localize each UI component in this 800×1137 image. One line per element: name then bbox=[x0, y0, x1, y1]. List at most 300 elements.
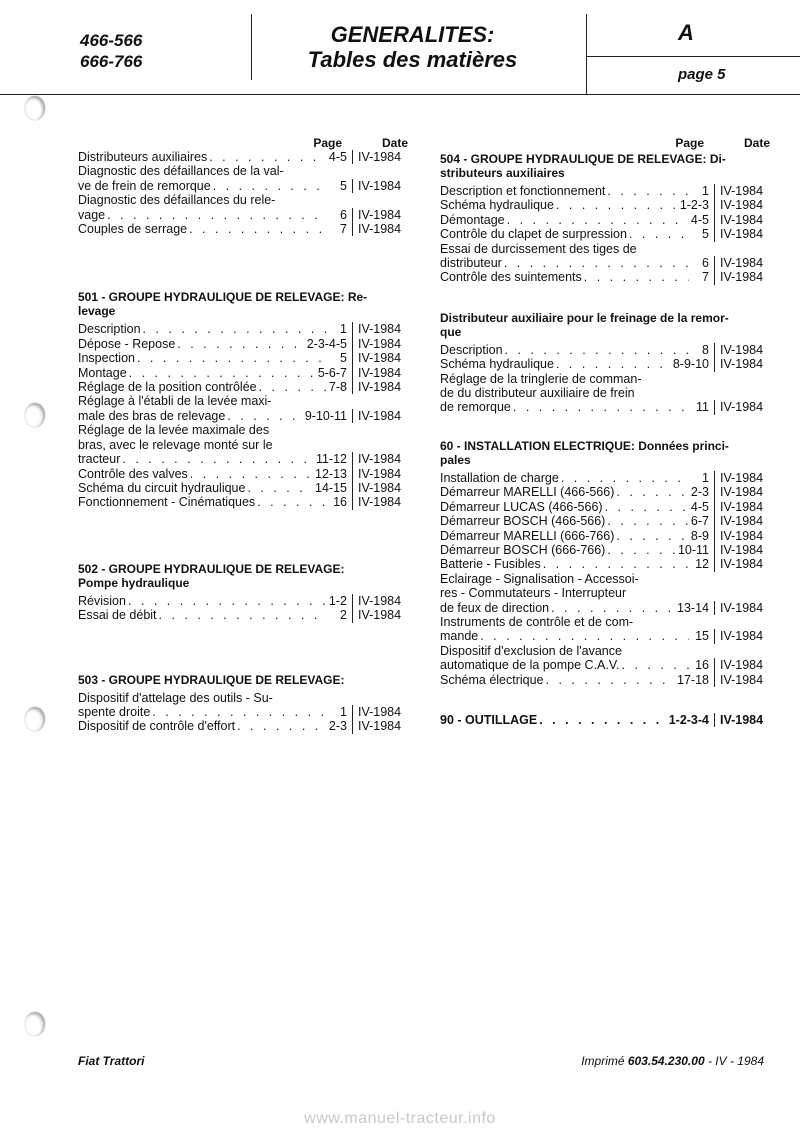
toc-entry-date: IV-1984 bbox=[358, 322, 402, 337]
model-line-1: 466-566 bbox=[80, 31, 143, 50]
toc-entry-line bbox=[440, 256, 689, 270]
toc-entry-page: 6-7 bbox=[691, 514, 715, 528]
section-letter: A bbox=[678, 20, 694, 45]
toc-entry-label bbox=[440, 644, 689, 673]
toc-entry bbox=[440, 557, 770, 571]
toc-entry-line bbox=[440, 198, 678, 212]
toc-entry-page: 12 bbox=[691, 557, 715, 571]
footer-print-code: 603.54.230.00 bbox=[627, 1054, 705, 1068]
toc-entry-date: IV-1984 bbox=[720, 672, 764, 687]
toc-entry-date: IV-1984 bbox=[358, 466, 402, 481]
section-heading bbox=[78, 562, 408, 590]
watermark: www.manuel-tracteur.info bbox=[304, 1110, 496, 1127]
toc-entry-date: IV-1984 bbox=[358, 365, 402, 380]
toc-entry bbox=[440, 372, 770, 415]
toc-entry-label bbox=[78, 394, 303, 423]
toc-entry-line bbox=[78, 150, 327, 164]
section-heading-line: Distributeur auxiliaire pour le freinage de la remor- bbox=[440, 310, 729, 325]
toc-entry-page: 5 bbox=[329, 179, 353, 193]
toc-entry-label bbox=[440, 543, 676, 557]
toc-entry-date: IV-1984 bbox=[358, 207, 402, 222]
section-heading bbox=[440, 439, 770, 467]
toc-entry bbox=[78, 608, 408, 622]
toc-entry-text: Schéma hydraulique bbox=[440, 357, 554, 372]
toc-entry-date: IV-1984 bbox=[358, 380, 402, 395]
header-vertical-rule-right bbox=[586, 14, 587, 94]
toc-entry-line bbox=[440, 543, 676, 557]
column-header-page: Page bbox=[675, 136, 704, 150]
toc-entry-text: Essai de débit bbox=[78, 608, 157, 623]
toc-entry-label bbox=[440, 500, 689, 514]
toc-entry-date: IV-1984 bbox=[358, 719, 402, 734]
toc-entry-line bbox=[440, 529, 689, 543]
toc-entry-line: Réglage de la tringlerie de comman- bbox=[440, 371, 642, 386]
toc-entry-text: Démarreur MARELLI (466-566) bbox=[440, 485, 615, 500]
toc-entry-page: 16 bbox=[691, 658, 715, 672]
toc-entry-page: 11-12 bbox=[316, 452, 353, 466]
toc-entry bbox=[78, 150, 408, 164]
toc-entry bbox=[78, 322, 408, 336]
toc-entry-date: IV-1984 bbox=[720, 600, 764, 615]
toc-entry-label bbox=[78, 380, 327, 394]
dot-leader bbox=[614, 529, 689, 543]
toc-entry-date: IV-1984 bbox=[358, 408, 402, 423]
section-heading bbox=[78, 673, 408, 687]
toc-entry-line bbox=[440, 471, 689, 485]
toc-entry-line bbox=[78, 467, 313, 481]
toc-entry-label bbox=[440, 514, 689, 528]
dot-leader bbox=[603, 500, 689, 514]
toc-entry-page: 8-9 bbox=[691, 529, 715, 543]
dot-leader bbox=[187, 222, 327, 236]
toc-entry-date: IV-1984 bbox=[358, 336, 402, 351]
toc-entry bbox=[78, 594, 408, 608]
toc-entry bbox=[78, 366, 408, 380]
toc-entry-line: res - Commutateurs - Interrupteur bbox=[440, 586, 627, 601]
toc-entry-text: distributeur bbox=[440, 256, 502, 271]
dot-leader bbox=[541, 557, 689, 571]
toc-entry-label bbox=[440, 572, 675, 615]
dot-leader bbox=[120, 452, 314, 466]
toc-entry-line: Dispositif d'attelage des outils - Su- bbox=[78, 690, 273, 705]
toc-entry bbox=[440, 615, 770, 644]
toc-entry-page: 14-15 bbox=[315, 481, 353, 495]
toc-entry-page: 5 bbox=[329, 351, 353, 365]
column-header-date: Date bbox=[381, 136, 408, 150]
toc-entry-line bbox=[78, 351, 327, 365]
dot-leader bbox=[582, 270, 689, 284]
toc-entry-date: IV-1984 bbox=[358, 593, 402, 608]
toc-entry-date: IV-1984 bbox=[720, 227, 764, 242]
dot-leader bbox=[257, 380, 327, 394]
toc-entry-line: Eclairage - Signalisation - Accessoi- bbox=[440, 571, 639, 586]
toc-entry-date: IV-1984 bbox=[358, 480, 402, 495]
dot-leader bbox=[620, 658, 689, 672]
toc-entry bbox=[78, 380, 408, 394]
dot-leader bbox=[502, 256, 689, 270]
toc-entry-label bbox=[440, 713, 667, 727]
toc-entry-label bbox=[78, 608, 327, 622]
toc-entry-line: Diagnostic des défaillances de la val- bbox=[78, 164, 284, 179]
header-vertical-rule-left bbox=[251, 14, 252, 80]
toc-entry-page: 1-2-3 bbox=[680, 198, 715, 212]
toc-entry-line bbox=[78, 481, 313, 495]
toc-entry-date: IV-1984 bbox=[720, 184, 764, 198]
toc-entry-page: 10-11 bbox=[678, 543, 715, 557]
binder-hole bbox=[25, 1012, 45, 1036]
toc-entry bbox=[440, 529, 770, 543]
toc-entry-line bbox=[78, 409, 303, 423]
toc-entry-text: Schéma électrique bbox=[440, 672, 544, 687]
toc-entry-line: Essai de durcissement des tiges de bbox=[440, 241, 637, 256]
toc-entry-line bbox=[78, 380, 327, 394]
toc-entry-text: Contrôle des suintements bbox=[440, 270, 582, 285]
toc-entry-date: IV-1984 bbox=[720, 712, 764, 727]
toc-entry-page: 2 bbox=[329, 608, 353, 622]
section-heading-line: levage bbox=[78, 304, 116, 319]
toc-entry-label bbox=[440, 198, 678, 212]
toc-entry-line bbox=[440, 713, 667, 727]
column-header bbox=[440, 136, 770, 150]
toc-entry-label bbox=[440, 471, 689, 485]
toc-entry-page: 1 bbox=[329, 322, 353, 336]
model-line-2: 666-766 bbox=[80, 52, 143, 71]
toc-entry-date: IV-1984 bbox=[358, 452, 402, 467]
toc-entry-text: male des bras de relevage bbox=[78, 408, 226, 423]
toc-entry-date: IV-1984 bbox=[720, 256, 764, 271]
toc-entry-line bbox=[78, 222, 327, 236]
toc-entry-text: Dépose - Repose bbox=[78, 336, 176, 351]
column-header-date: Date bbox=[743, 136, 770, 150]
dot-leader bbox=[175, 337, 304, 351]
dot-leader bbox=[503, 343, 689, 357]
toc-entry-date: IV-1984 bbox=[720, 357, 764, 372]
toc-entry-line bbox=[440, 601, 675, 615]
toc-entry bbox=[440, 644, 770, 673]
section-heading bbox=[78, 290, 408, 318]
toc-entry-line bbox=[440, 500, 689, 514]
toc-entry-page: 1 bbox=[329, 705, 353, 719]
toc-entry-text: Contrôle des valves bbox=[78, 466, 188, 481]
toc-entry-label bbox=[440, 242, 689, 271]
toc-entry bbox=[440, 198, 770, 212]
toc-entry-date: IV-1984 bbox=[720, 485, 764, 500]
section-heading-line: 504 - GROUPE HYDRAULIQUE DE RELEVAGE: Di- bbox=[440, 152, 726, 166]
toc-entry bbox=[440, 572, 770, 615]
toc-entry bbox=[440, 227, 770, 241]
dot-leader bbox=[126, 594, 327, 608]
toc-section-trailer-brake-valve bbox=[440, 311, 770, 415]
toc-entry-label bbox=[78, 322, 327, 336]
toc-entry-line bbox=[78, 366, 316, 380]
footer-print-date: - IV - 1984 bbox=[707, 1054, 764, 1068]
dot-leader bbox=[505, 213, 689, 227]
toc-entry-line bbox=[78, 719, 327, 733]
toc-entry bbox=[440, 543, 770, 557]
toc-entry bbox=[78, 164, 408, 193]
toc-entry-line bbox=[78, 322, 327, 336]
dot-leader bbox=[157, 608, 327, 622]
toc-entry bbox=[440, 485, 770, 499]
toc-entry-line: de du distributeur auxiliaire de frein bbox=[440, 386, 635, 401]
toc-entry bbox=[440, 357, 770, 371]
toc-entry-label bbox=[78, 351, 327, 365]
toc-section-501 bbox=[78, 290, 408, 509]
toc-entry-text: Installation de charge bbox=[440, 470, 559, 485]
dot-leader bbox=[554, 357, 671, 371]
toc-entry bbox=[78, 691, 408, 720]
toc-entry-text: Contrôle du clapet de surpression bbox=[440, 227, 627, 242]
dot-leader bbox=[605, 543, 676, 557]
toc-entry bbox=[440, 673, 770, 687]
toc-entry-page: 2-3-4-5 bbox=[307, 337, 353, 351]
toc-entry-text: Démarreur BOSCH (666-766) bbox=[440, 542, 606, 557]
binder-hole bbox=[25, 96, 45, 120]
page-number: page 5 bbox=[678, 66, 726, 83]
toc-entry-label bbox=[78, 467, 313, 481]
toc-right-column bbox=[440, 136, 770, 727]
toc-entry-line: bras, avec le relevage monté sur le bbox=[78, 437, 273, 452]
toc-entry-text: Description bbox=[440, 342, 503, 357]
toc-entry-label bbox=[78, 337, 305, 351]
toc-entry bbox=[440, 500, 770, 514]
toc-entry-page: 7 bbox=[329, 222, 353, 236]
toc-entry-page: 12-13 bbox=[315, 467, 353, 481]
toc-entry-text: Démarreur MARELLI (666-766) bbox=[440, 528, 615, 543]
toc-entry-page: 1-2 bbox=[329, 594, 353, 608]
page-title bbox=[255, 22, 570, 72]
dot-leader bbox=[225, 409, 303, 423]
model-numbers bbox=[80, 30, 142, 72]
toc-entry-label bbox=[440, 270, 689, 284]
toc-entry bbox=[440, 514, 770, 528]
toc-entry-text: spente droite bbox=[78, 704, 151, 719]
toc-entry-label bbox=[440, 357, 671, 371]
toc-entry-text: Schéma du circuit hydraulique bbox=[78, 480, 246, 495]
toc-entry-text: Fonctionnement - Cinématiques bbox=[78, 495, 256, 510]
dot-leader bbox=[127, 366, 316, 380]
section-heading bbox=[440, 311, 770, 339]
dot-leader bbox=[150, 705, 327, 719]
toc-entry bbox=[440, 242, 770, 271]
header-horizontal-rule-right bbox=[586, 56, 800, 57]
dot-leader bbox=[141, 322, 327, 336]
dot-leader bbox=[211, 179, 327, 193]
toc-entry-text: Démontage bbox=[440, 212, 505, 227]
toc-entry-page: 6 bbox=[691, 256, 715, 270]
dot-leader bbox=[627, 227, 689, 241]
toc-entry-page: 4-5 bbox=[691, 500, 715, 514]
dot-leader bbox=[188, 467, 313, 481]
toc-entry-text: 90 - OUTILLAGE bbox=[440, 712, 538, 727]
toc-entry-text: Inspection bbox=[78, 351, 135, 366]
section-heading-line: Pompe hydraulique bbox=[78, 575, 190, 590]
footer-publisher: Fiat Trattori bbox=[78, 1054, 145, 1068]
toc-entry-line bbox=[440, 485, 689, 499]
toc-entry-page: 2-3 bbox=[329, 719, 353, 733]
toc-entry-page: 6 bbox=[329, 208, 353, 222]
toc-entry-line: Diagnostic des défaillances du rele- bbox=[78, 193, 276, 208]
toc-entry-label bbox=[440, 615, 689, 644]
toc-section-60 bbox=[440, 439, 770, 687]
binder-hole bbox=[25, 707, 45, 731]
dot-leader bbox=[207, 150, 327, 164]
toc-entry-line bbox=[78, 594, 327, 608]
toc-section-general bbox=[78, 150, 408, 236]
toc-entry-line bbox=[440, 227, 689, 241]
toc-entry-text: Révision bbox=[78, 593, 126, 608]
dot-leader bbox=[549, 601, 675, 615]
toc-entry-date: IV-1984 bbox=[720, 212, 764, 227]
toc-entry-text: Démarreur LUCAS (466-566) bbox=[440, 499, 603, 514]
toc-entry-label bbox=[440, 673, 675, 687]
toc-entry-date: IV-1984 bbox=[358, 222, 402, 237]
dot-leader bbox=[478, 629, 689, 643]
footer-print-prefix: Imprimé bbox=[581, 1054, 625, 1068]
toc-entry bbox=[440, 471, 770, 485]
toc-entry-date: IV-1984 bbox=[720, 342, 764, 357]
toc-entry-label bbox=[440, 485, 689, 499]
toc-entry-text: Montage bbox=[78, 365, 127, 380]
toc-entry-label bbox=[78, 691, 327, 720]
toc-entry-page: 13-14 bbox=[677, 601, 715, 615]
toc-entry-date: IV-1984 bbox=[720, 658, 764, 673]
toc-entry bbox=[78, 222, 408, 236]
toc-entry-page: 2-3 bbox=[691, 485, 715, 499]
toc-entry-text: Description bbox=[78, 322, 141, 337]
toc-entry-page: 8 bbox=[691, 343, 715, 357]
toc-entry-page: 8-9-10 bbox=[673, 357, 715, 371]
toc-entry-label bbox=[440, 557, 689, 571]
toc-entry-label bbox=[78, 222, 327, 236]
toc-entry-text: de remorque bbox=[440, 400, 511, 415]
section-heading-line: 502 - GROUPE HYDRAULIQUE DE RELEVAGE: bbox=[78, 561, 345, 576]
binder-hole bbox=[25, 403, 45, 427]
toc-entry-page: 9-10-11 bbox=[305, 409, 353, 423]
toc-entry-page: 1-2-3-4 bbox=[669, 713, 715, 727]
toc-section-90 bbox=[440, 713, 770, 727]
toc-entry-label bbox=[440, 343, 689, 357]
toc-entry bbox=[440, 213, 770, 227]
toc-entry-date: IV-1984 bbox=[358, 495, 402, 510]
toc-entry-text: Démarreur BOSCH (466-566) bbox=[440, 514, 606, 529]
toc-entry-line bbox=[440, 343, 689, 357]
column-header-page: Page bbox=[313, 136, 342, 150]
toc-entry-page: 4-5 bbox=[329, 150, 353, 164]
toc-entry-date: IV-1984 bbox=[358, 150, 402, 164]
toc-entry-date: IV-1984 bbox=[720, 557, 764, 572]
dot-leader bbox=[605, 184, 689, 198]
toc-entry-label bbox=[78, 495, 327, 509]
toc-entry-label bbox=[440, 184, 689, 198]
toc-entry-page: 17-18 bbox=[677, 673, 715, 687]
toc-entry bbox=[78, 337, 408, 351]
toc-entry-page: 7-8 bbox=[329, 380, 353, 394]
toc-entry-date: IV-1984 bbox=[720, 270, 764, 285]
toc-entry-text: mande bbox=[440, 629, 479, 644]
toc-entry bbox=[440, 713, 770, 727]
section-heading-line: que bbox=[440, 324, 462, 339]
toc-entry-page: 7 bbox=[691, 270, 715, 284]
section-heading-line: 503 - GROUPE HYDRAULIQUE DE RELEVAGE: bbox=[78, 672, 345, 687]
dot-leader bbox=[537, 713, 666, 727]
toc-entry-page: 4-5 bbox=[691, 213, 715, 227]
toc-entry-page: 5-6-7 bbox=[318, 366, 353, 380]
toc-entry-line bbox=[78, 705, 327, 719]
toc-entry-line bbox=[78, 452, 314, 466]
toc-entry-label bbox=[440, 372, 689, 415]
toc-entry-date: IV-1984 bbox=[720, 400, 764, 415]
toc-entry bbox=[78, 423, 408, 466]
dot-leader bbox=[614, 485, 689, 499]
toc-entry bbox=[78, 495, 408, 509]
toc-entry-line bbox=[440, 184, 689, 198]
toc-entry-line bbox=[440, 673, 675, 687]
dot-leader bbox=[511, 400, 689, 414]
toc-section-504 bbox=[440, 152, 770, 285]
toc-entry-text: Description et fonctionnement bbox=[440, 184, 606, 198]
toc-section-503 bbox=[78, 673, 408, 734]
dot-leader bbox=[235, 719, 327, 733]
toc-entry-line bbox=[78, 208, 327, 222]
dot-leader bbox=[245, 481, 313, 495]
toc-entry-date: IV-1984 bbox=[358, 704, 402, 719]
dot-leader bbox=[544, 673, 675, 687]
toc-entry-text: Couples de serrage bbox=[78, 222, 188, 237]
column-header bbox=[78, 136, 408, 150]
toc-entry-date: IV-1984 bbox=[358, 178, 402, 193]
toc-section-502 bbox=[78, 562, 408, 623]
toc-entry-date: IV-1984 bbox=[720, 629, 764, 644]
toc-entry-line: Dispositif d'exclusion de l'avance bbox=[440, 643, 622, 658]
toc-entry-date: IV-1984 bbox=[720, 514, 764, 529]
toc-entry-line: Réglage à l'établi de la levée maxi- bbox=[78, 394, 272, 409]
toc-entry-label bbox=[78, 423, 314, 466]
toc-entry-date: IV-1984 bbox=[358, 608, 402, 623]
page-title-sub: Tables des matières bbox=[307, 47, 518, 72]
toc-entry-label bbox=[440, 227, 689, 241]
toc-entry-line bbox=[440, 658, 689, 672]
toc-entry-page: 11 bbox=[691, 400, 715, 414]
toc-entry-page: 1 bbox=[691, 471, 715, 485]
toc-entry-date: IV-1984 bbox=[720, 470, 764, 485]
toc-entry-label bbox=[440, 213, 689, 227]
section-heading-line: stributeurs auxiliaires bbox=[440, 166, 565, 180]
toc-entry-text: de feux de direction bbox=[440, 600, 550, 615]
dot-leader bbox=[255, 495, 327, 509]
toc-entry-date: IV-1984 bbox=[720, 499, 764, 514]
toc-entry-line bbox=[440, 557, 689, 571]
toc-entry-label bbox=[78, 164, 327, 193]
toc-entry-page: 15 bbox=[691, 629, 715, 643]
toc-entry bbox=[440, 270, 770, 284]
header-bottom-rule bbox=[0, 94, 800, 95]
toc-entry-text: Schéma hydraulique bbox=[440, 198, 554, 213]
toc-entry bbox=[440, 184, 770, 198]
section-heading bbox=[440, 152, 770, 180]
toc-entry-line bbox=[440, 213, 689, 227]
toc-entry-date: IV-1984 bbox=[720, 542, 764, 557]
dot-leader bbox=[559, 471, 689, 485]
toc-entry-label bbox=[440, 529, 689, 543]
toc-entry bbox=[78, 193, 408, 222]
toc-entry bbox=[78, 467, 408, 481]
toc-entry-line bbox=[440, 514, 689, 528]
toc-entry-label bbox=[78, 366, 316, 380]
toc-entry-text: Distributeurs auxiliaires bbox=[78, 150, 208, 164]
toc-entry-line bbox=[440, 357, 671, 371]
footer-print-info bbox=[581, 1054, 764, 1068]
